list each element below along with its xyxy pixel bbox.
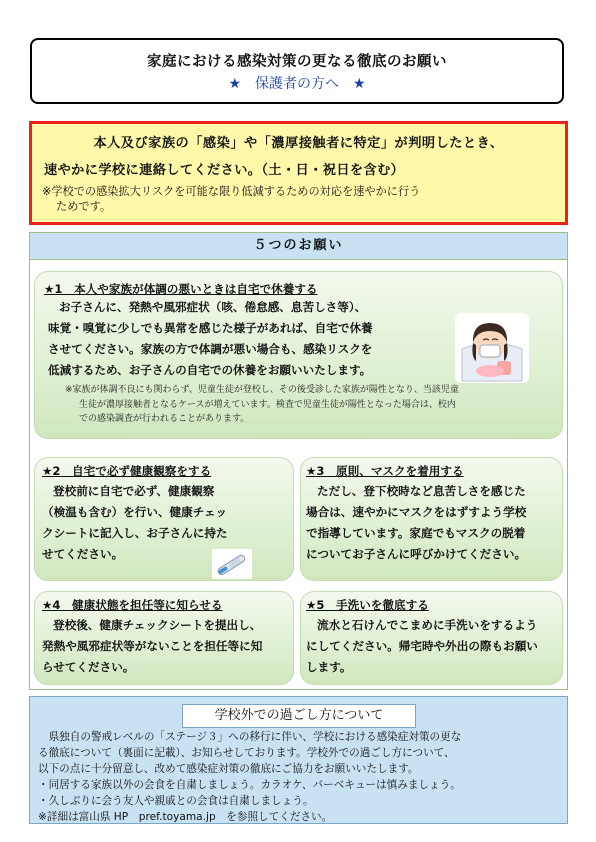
request-1-body — [48, 297, 453, 381]
title-box — [30, 38, 564, 104]
request-4-body — [42, 615, 292, 678]
alert-note-line-1: ※学校での感染拡大リスクを可能な限り低減するための対応を速やかに行う — [42, 185, 421, 198]
alert-line-2: 速やかに学校に連絡してください。（土・日・祝日を含む） — [44, 163, 405, 178]
request-1-line-1: お子さんに、発熱や風邪症状（咳、倦怠感、息苦しさ等）、 — [59, 300, 367, 314]
alert-note-line-2: ためです。 — [56, 200, 112, 213]
request-1-note-line-1: ※家族が体調不良にも関わらず、児童生徒が登校し、その後受診した家族が陽性となり、当該児童 — [65, 385, 459, 395]
request-3-body — [306, 481, 561, 565]
request-1-line-4: 低減するため、お子さんの自宅での休養をお願いいたします。 — [48, 363, 372, 377]
request-2-line-2: （検温も含む）を行い、健康チェッ — [42, 505, 228, 519]
request-3-line-1: ただし、登下校時など息苦しさを感じた — [317, 484, 526, 498]
outside-line-4: ・同居する家族以外の会食を自粛しましょう。カラオケ、バーベキューは慎みましょう。 — [38, 779, 461, 791]
page-title: 家庭における感染対策の更なる徹底のお願い — [147, 54, 447, 70]
requests-header: ５つのお願い — [30, 233, 567, 260]
outside-line-5: ・久しぶりに会う友人や親戚との会食は自粛しましょう。 — [38, 795, 314, 807]
request-5-title: ★5 手洗いを徹底する — [306, 598, 429, 612]
request-card-4 — [34, 591, 294, 685]
request-1-line-2: 味覚・嗅覚に少しでも異常を感じた様子があれば、自宅で休養 — [48, 321, 373, 335]
requests-panel — [29, 232, 568, 690]
outside-school-text — [38, 729, 560, 825]
request-5-line-1: 流水と石けんでこまめに手洗いをするよう — [317, 618, 538, 632]
request-card-5 — [300, 591, 563, 685]
outside-school-box — [29, 696, 568, 824]
request-3-title: ★3 原則、マスクを着用する — [306, 464, 464, 478]
request-3-line-3: で指導しています。家庭でもマスクの脱着 — [306, 526, 526, 540]
thermometer-illustration — [212, 549, 252, 579]
request-card-2 — [34, 457, 294, 581]
request-5-body — [306, 615, 561, 678]
outside-line-2: る徹底について（裏面に記載）、お知らせしております。学校外での過ごし方について、 — [38, 747, 455, 759]
sick-child-illustration — [452, 309, 532, 387]
alert-box — [29, 121, 568, 225]
outside-school-title: 学校外での過ごし方について — [182, 704, 416, 728]
request-card-3 — [300, 457, 563, 581]
request-4-line-3: らせてください。 — [42, 660, 135, 674]
request-5-line-2: にしてください。帰宅時や外出の際もお願い — [306, 639, 538, 653]
request-1-title: ★1 本人や家族が体調の悪いときは自宅で休養する — [44, 282, 318, 296]
outside-line-3: 以下の点に十分留意し、改めて感染症対策の徹底にご協力をお願いいたします。 — [38, 763, 419, 775]
request-1-note-line-3: での感染調査が行われることがあります。 — [79, 414, 250, 424]
request-3-line-4: についてお子さんに呼びかけてください。 — [306, 547, 527, 561]
request-2-line-3: クシートに記入し、お子さんに持た — [42, 526, 228, 540]
alert-note — [40, 184, 557, 214]
request-2-line-4: せてください。 — [42, 547, 124, 561]
alert-line-1: 本人及び家族の「感染」や「濃厚接触者に特定」が判明したとき、 — [93, 136, 504, 151]
request-3-line-2: 場合は、速やかにマスクをはずすよう学校 — [306, 505, 527, 519]
request-card-1 — [34, 271, 563, 439]
outside-line-1: 県独自の警戒レベルの「ステージ３」への移行に伴い、学校における感染症対策の更な — [38, 731, 462, 743]
request-4-line-2: 発熱や風邪症状等がないことを担任等に知 — [42, 639, 263, 653]
request-1-note-line-2: 生徒が濃厚接触者となるケースが増えています。検査で児童生徒が陽性となった場合は、校内 — [79, 399, 456, 410]
request-1-line-3: させてください。家族の方で体調が悪い場合も、感染リスクを — [48, 342, 373, 356]
request-4-title: ★4 健康状態を担任等に知らせる — [42, 598, 223, 612]
request-1-note — [65, 383, 560, 427]
outside-line-6: ※詳細は富山県 HP pref.toyama.jp を参照してください。 — [38, 811, 333, 823]
request-2-body — [42, 481, 292, 565]
page-subtitle: ★ 保護者の方へ ★ — [228, 76, 366, 92]
request-4-line-1: 登校後、健康チェックシートを提出し、 — [53, 618, 262, 632]
request-2-title: ★2 自宅で必ず健康観察をする — [42, 464, 212, 478]
request-2-line-1: 登校前に自宅で必ず、健康観察 — [53, 484, 215, 498]
request-5-line-3: します。 — [306, 660, 352, 674]
